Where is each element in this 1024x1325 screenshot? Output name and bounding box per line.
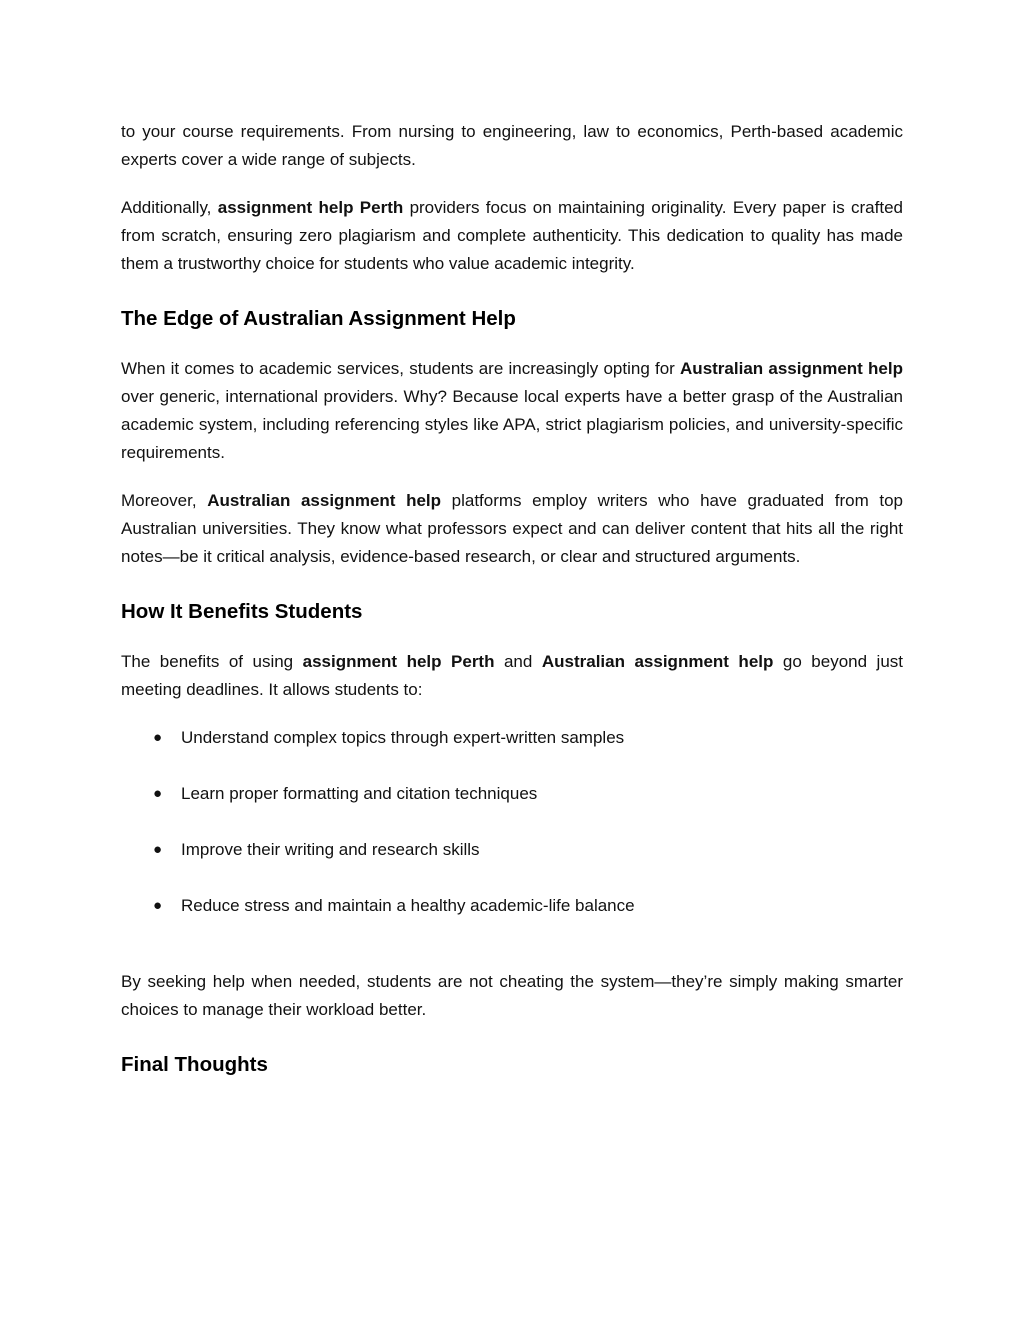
bullet-dot-icon: ● bbox=[153, 785, 163, 802]
list-item: ● Understand complex topics through expert-written samples bbox=[121, 724, 903, 752]
keyword-assignment-help-perth: assignment help Perth bbox=[217, 198, 404, 217]
benefits-bullet-list bbox=[121, 724, 903, 920]
bullet-dot-icon: ● bbox=[153, 729, 163, 746]
edge-paragraph-1: When it comes to academic services, students are increasingly opting for Australian assignment help over generic, international providers. Why? Because local experts have a better grasp of the Australian academic system, including referencing styles like APA, strict plagiarism policies, and university-specific requirements. bbox=[121, 359, 903, 462]
keyword-assignment-help-perth: assignment help Perth bbox=[302, 652, 495, 671]
heading-edge-of-australian-assignment-help: The Edge of Australian Assignment Help bbox=[121, 307, 516, 330]
bullet-dot-icon: ● bbox=[153, 841, 163, 858]
heading-final-thoughts: Final Thoughts bbox=[121, 1053, 268, 1076]
intro-paragraph-2: Additionally, assignment help Perth providers focus on maintaining originality. Every paper is crafted from scratch, ensuring zero plagiarism and complete authenticity. This dedication to quality has made them a trustworthy choice for students who value academic integrity. bbox=[121, 198, 903, 273]
heading-how-it-benefits-students: How It Benefits Students bbox=[121, 600, 363, 623]
intro-paragraph-1: to your course requirements. From nursing to engineering, law to economics, Perth-based academic experts cover a wide range of subjects. bbox=[121, 122, 903, 169]
benefits-closing-paragraph: By seeking help when needed, students are not cheating the system—they’re simply making smarter choices to manage their workload better. bbox=[121, 972, 903, 1019]
list-item: ● Reduce stress and maintain a healthy academic-life balance bbox=[121, 892, 903, 920]
list-item: ● Learn proper formatting and citation techniques bbox=[121, 780, 903, 808]
keyword-australian-assignment-help: Australian assignment help bbox=[207, 491, 442, 510]
keyword-australian-assignment-help: Australian assignment help bbox=[680, 359, 903, 378]
benefits-paragraph-1: The benefits of using assignment help Perth and Australian assignment help go beyond just meeting deadlines. It allows students to: bbox=[121, 652, 904, 699]
bullet-dot-icon: ● bbox=[153, 897, 163, 914]
keyword-australian-assignment-help: Australian assignment help bbox=[541, 652, 774, 671]
edge-paragraph-2: Moreover, Australian assignment help platforms employ writers who have graduated from top Australian universities. They know what professors expect and can deliver content that hits all the right notes—be it critical analysis, evidence-based research, or clear and structured arguments. bbox=[121, 491, 903, 566]
document-page bbox=[121, 118, 903, 1079]
list-item: ● Improve their writing and research skills bbox=[121, 836, 903, 864]
